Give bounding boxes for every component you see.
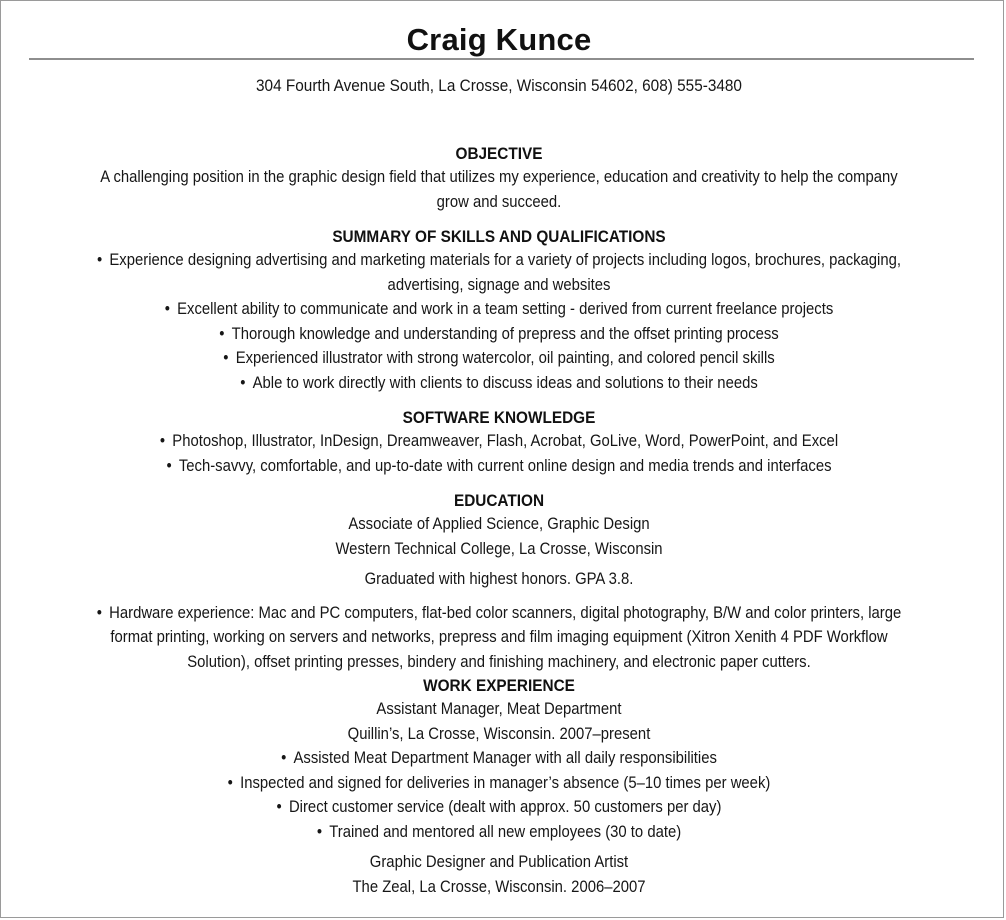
software-bullet-text: Photoshop, Illustrator, InDesign, Dreamweaver, Flash, Acrobat, GoLive, Word, PowerPoint, and Excel (172, 432, 839, 450)
objective-line: A challenging position in the graphic design field that utilizes my experience, education and creativity to help the company (100, 168, 898, 186)
bullet-icon: • (164, 300, 170, 318)
summary-bullet-continuation: advertising, signage and websites (387, 275, 611, 294)
summary-heading: SUMMARY OF SKILLS AND QUALIFICATIONS (332, 228, 666, 246)
software-bullet-item (72, 454, 927, 479)
bullet-icon: • (281, 749, 287, 767)
candidate-name: Craig Kunce (406, 22, 592, 57)
education-school: Western Technical College, La Crosse, Wisconsin (335, 539, 663, 558)
objective-line: grow and succeed. (436, 192, 562, 211)
job-title: Assistant Manager, Meat Department (376, 700, 622, 718)
hardware-bullet-continuation: Solution), offset printing presses, bindery and finishing machinery, and electronic paper cutters. (187, 652, 811, 671)
bullet-icon: • (276, 798, 282, 816)
job-bullet-text: Assisted Meat Department Manager with all daily responsibilities (293, 749, 717, 767)
summary-bullet-item (72, 248, 927, 273)
summary-bullet-text: Excellent ability to communicate and work in a team setting - derived from current freelance projects (177, 300, 834, 318)
resume-document (24, 0, 974, 899)
job-bullet-item (72, 820, 927, 845)
summary-bullet-text: Thorough knowledge and understanding of prepress and the offset printing process (231, 324, 779, 343)
job-place: The Zeal, La Crosse, Wisconsin. 2006–2007 (352, 877, 646, 896)
summary-bullet-text: Experienced illustrator with strong watercolor, oil painting, and colored pencil skills (235, 349, 775, 367)
summary-bullet-item (72, 346, 927, 371)
summary-bullet-text: Experience designing advertising and marketing materials for a variety of projects including logos, brochures, packaging, (109, 251, 902, 269)
hardware-bullet-continuation: format printing, working on servers and networks, prepress and film imaging equipment (Xitron Xenith 4 PDF Workflow (110, 628, 888, 646)
bullet-icon: • (219, 324, 225, 343)
job-bullet-text: Inspected and signed for deliveries in manager’s absence (5–10 times per week) (240, 773, 771, 792)
education-heading: EDUCATION (453, 492, 545, 510)
bullet-icon: • (316, 822, 323, 841)
job-title: Graphic Designer and Publication Artist (369, 853, 629, 871)
job-bullet-item (72, 795, 927, 820)
header-divider (29, 58, 974, 60)
summary-bullet-text: Able to work directly with clients to discuss ideas and solutions to their needs (252, 373, 758, 392)
job-place: Quillin’s, La Crosse, Wisconsin. 2007–present (347, 724, 651, 743)
bullet-icon: • (227, 773, 233, 792)
software-heading: SOFTWARE KNOWLEDGE (402, 409, 596, 427)
summary-bullet-item (72, 371, 927, 396)
bullet-icon: • (223, 349, 229, 367)
hardware-bullet-item (72, 601, 927, 626)
bullet-icon: • (240, 373, 246, 392)
contact-address: 304 Fourth Avenue South, La Crosse, Wisconsin 54602, 608) 555-3480 (256, 77, 742, 95)
bullet-icon: • (96, 251, 103, 269)
bullet-icon: • (166, 456, 172, 475)
software-bullet-item (72, 429, 927, 454)
job-bullet-item (72, 746, 927, 771)
education-degree: Associate of Applied Science, Graphic Design (348, 515, 650, 533)
software-bullet-text: Tech-savvy, comfortable, and up-to-date with current online design and media trends and interfaces (178, 456, 832, 475)
bullet-icon: • (159, 432, 166, 450)
objective-heading: OBJECTIVE (455, 145, 543, 163)
education-honors: Graduated with highest honors. GPA 3.8. (364, 570, 634, 588)
hardware-bullet-text: Hardware experience: Mac and PC computers, flat-bed color scanners, digital photography, B/W and color printers, large (109, 603, 902, 622)
work-heading: WORK EXPERIENCE (423, 677, 575, 695)
job-bullet-text: Direct customer service (dealt with approx. 50 customers per day) (288, 798, 722, 816)
bullet-icon: • (96, 603, 102, 622)
summary-bullet-item (72, 322, 927, 347)
job-bullet-item (72, 771, 927, 796)
summary-bullet-item (72, 297, 927, 322)
job-bullet-text: Trained and mentored all new employees (30 to date) (329, 822, 682, 841)
